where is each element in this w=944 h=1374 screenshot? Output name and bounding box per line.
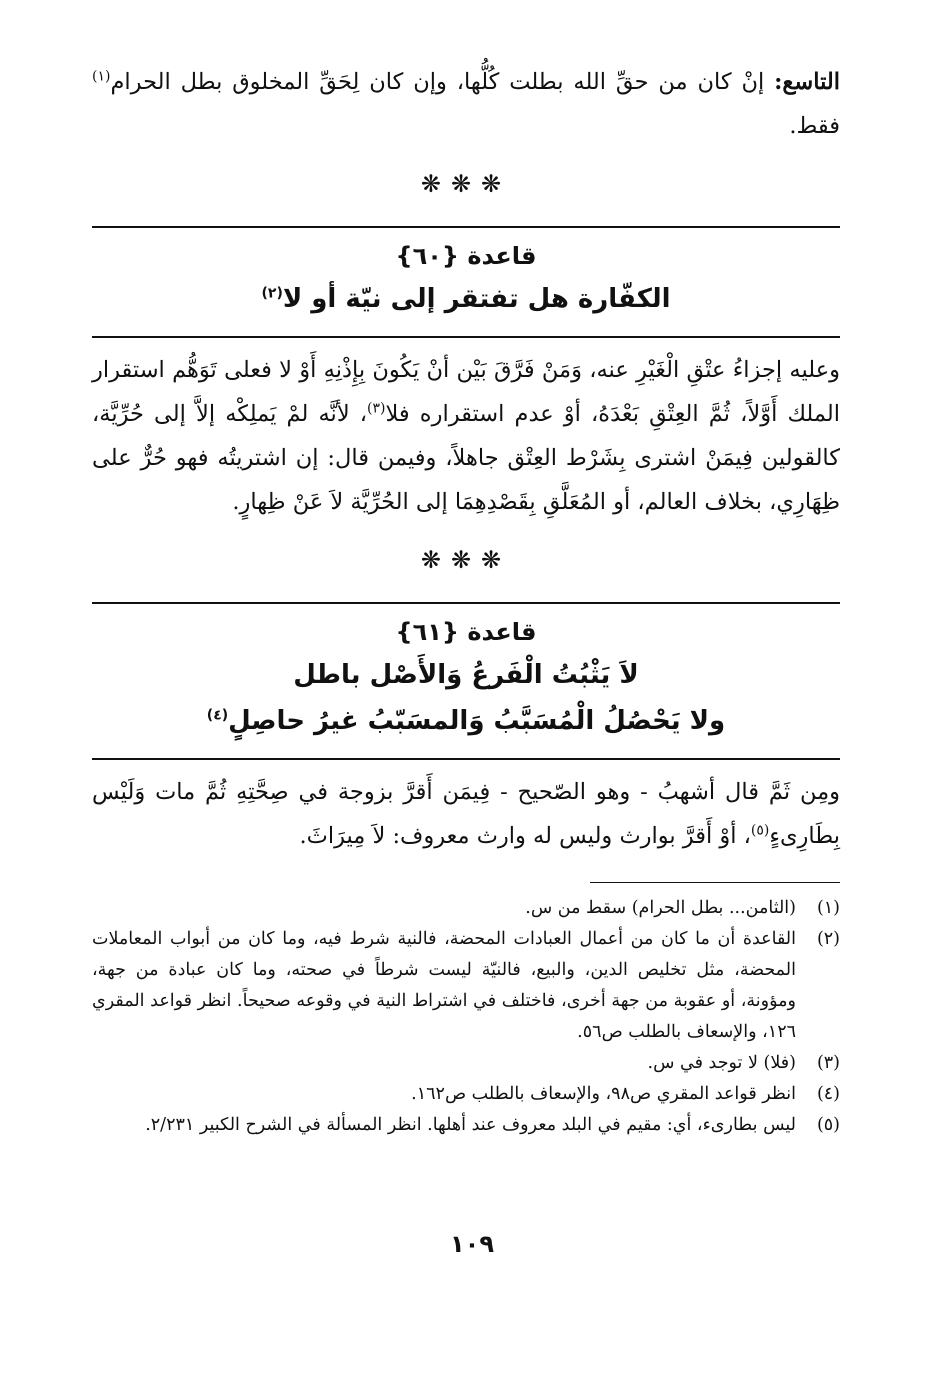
divider-top [92,226,840,228]
footnote [92,1110,840,1141]
footnote-text: القاعدة أن ما كان من أعمال العبادات المحضة، فالنية شرط فيه، وما كان من أبواب المعاملات المحضة، مثل تخليص الدين، والبيع، فالنيّة ليست شرطاً في صحته، وما كان عبادة من جهة، ومؤونة، أو عقوبة من جهة أخرى، فاختلف في اشتراط النية في وقوعه صحيحاً. انظر قواعد المقري ١٢٦، والإسعاف بالطلب ص٥٦. [92,929,796,1042]
footnote-ref[interactable]: (١) [92,68,111,85]
footnote-text: ليس بطارىء، أي: مقيم في البلد معروف عند أهلها. انظر المسألة في الشرح الكبير ٢/٢٣١. [145,1115,796,1135]
footnote-number: (٤) [816,1084,840,1104]
rule-title [92,276,840,322]
footnote-ref[interactable]: (٤) [206,707,229,724]
footnote-ref[interactable]: (٣) [367,400,386,417]
rule-number: قاعدة {٦٠} [395,242,537,270]
page-body [92,60,840,1141]
footnote [92,1048,840,1079]
footnote-text: (فلا) لا توجد في س. [647,1053,796,1073]
paragraph-text: إنْ كان من حقِّ الله بطلت كُلُّها، وإن كان لِحَقِّ المخلوق بطل الحرام [110,69,765,95]
separator-stars: ❋❋❋ [420,170,512,198]
rule-61-heading [92,612,840,744]
footnote-number: (٥) [816,1115,840,1135]
rule-60-heading [92,236,840,322]
paragraph-text: ومِن ثَمَّ قال أشهبُ - وهو الصّحيح - فِيمَن أَقرَّ بزوجة في صِحَّتِهِ ثُمَّ مات وَلَيْس بِطَارِىءٍ [92,779,840,849]
footnote-divider [590,882,840,883]
rule-title-line-1: لاَ يَثْبُتُ الْفَرعُ وَالأَصْل باطل [293,660,639,690]
footnote [92,893,840,924]
footnote-text: انظر قواعد المقري ص٩٨، والإسعاف بالطلب ص١٦٢. [411,1084,796,1104]
paragraph-text: وعليه إجزاءُ عتْقِ الْغَيْرِ عنه، وَمَنْ فَرَّقَ بَيْن أنْ يَكُونَ بِإِذْنِهِ أَوْ لا فعلى تَوَهُّم استقرار الملك أَوَّلاً، ثُمَّ العِتْقِ بَعْدَهُ، أوْ عدم استقراره فلا [92,357,840,427]
rule-title-text: الكفّارة هل تفتقر إلى نيّة أو لا [282,284,671,314]
footnote-number: (١) [816,898,840,918]
footnote-text: (الثامن... بطل الحرام) سقط من س. [525,898,796,918]
footnote-ref[interactable]: (٢) [261,285,283,302]
rule-number: قاعدة {٦١} [395,618,537,646]
paragraph-rule-60 [92,348,840,524]
footnote-ref[interactable]: (٥) [750,822,770,839]
paragraph-rule-61 [92,770,840,858]
divider-bottom [92,336,840,338]
divider-top [92,602,840,604]
separator-stars: ❋❋❋ [420,546,512,574]
paragraph-text-continued: ، أوْ أَقرَّ بوارث وليس له وارث معروف: لاَ مِيرَاثَ. [299,823,751,849]
divider-bottom [92,758,840,760]
rule-title-text: ولا يَحْصُلُ الْمُسَبَّبُ وَالمسَبّبُ غيرُ حاصِلٍ [228,706,726,736]
footnote [92,924,840,1048]
footnote-number: (٢) [816,929,840,949]
page-number: ١٠٩ [450,1230,494,1258]
footnote [92,1079,840,1110]
lead-word: التاسع: [774,69,840,95]
paragraph-text-tail: فقط. [789,113,840,139]
footnote-number: (٣) [816,1053,840,1073]
paragraph-text-continued: ، لأنَّه لمْ يَملِكْه إلاَّ إلى حُرِّيَّة، كالقولين فِيمَنْ اشترى بِشَرْط العِتْق جاهلاً، وفيمن قال: إن اشتريتُه فهو حُرٌّ على ظِهَارِي، بخلاف العالم، أو المُعَلَّقِ بِقَصْدِهِمَا إلى الحُرِّيَّة لاَ عَنْ ظِهارٍ. [92,401,840,515]
rule-title-line-2 [92,698,840,744]
footnotes [92,893,840,1141]
paragraph-ninth [92,60,840,148]
